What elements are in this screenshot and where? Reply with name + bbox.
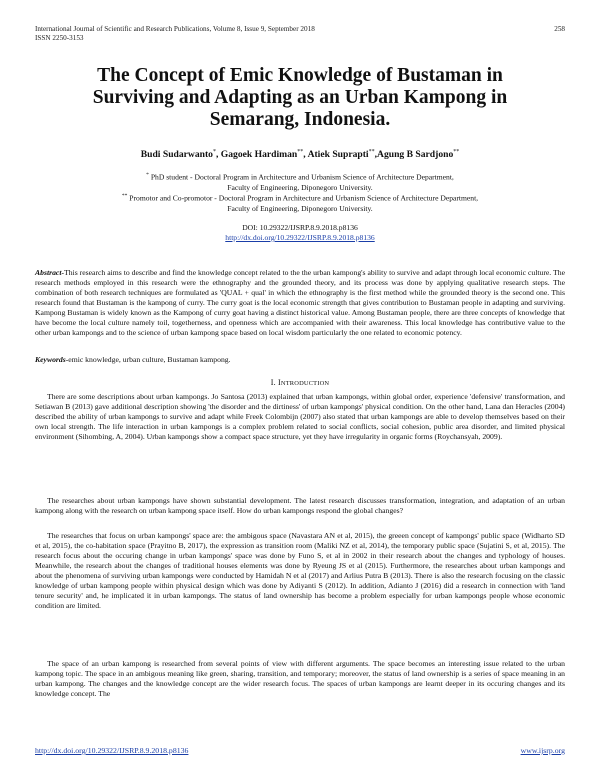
doi-label: DOI: 10.29322/IJSRP.8.9.2018.p8136 xyxy=(242,223,358,232)
issn: ISSN 2250-3153 xyxy=(35,34,84,42)
abstract xyxy=(35,268,565,338)
affiliation: * PhD student - Doctoral Program in Architecture and Urbanism Science of Architecture Department, Faculty of Engineering, Diponegoro University. xyxy=(146,172,454,192)
author-name: Agung B Sardjono xyxy=(377,149,454,161)
author-mark: ** xyxy=(453,149,460,155)
journal-name: International Journal of Scientific and Research Publications, Volume 8, Issue 9, September 2018 xyxy=(35,25,315,33)
page-number: 258 xyxy=(554,25,565,33)
paragraph: The space of an urban kampong is researched from several points of view with different arguments. The space becomes an interesting issue related to the urban kampong topic. The space in an ambigous meaning like green, sharing, transition, and temporary; moreover, the status of land ownership is a series of space meaning in an urban kampong. The changes and the knowledge concept are the wider research focus. The spaces of urban kampongs are learnt deeper in its occuring changes and its knowledge concept. The xyxy=(35,659,565,698)
paragraph: The researches about urban kampongs have shown substantial development. The latest research discusses transformation, integration, and adaptation of an urban kampong along with the research on urban kampong space itself. How do urban kampongs respond the global changes? xyxy=(35,496,565,515)
affiliation-mark: ** xyxy=(121,193,128,199)
footer-site-link[interactable]: www.ijsrp.org xyxy=(520,746,565,755)
doi-link[interactable]: http://dx.doi.org/10.29322/IJSRP.8.9.2018.p8136 xyxy=(225,233,375,242)
author-name: Gagoek Hardiman xyxy=(220,149,298,161)
paper-title: The Concept of Emic Knowledge of Bustaman in Surviving and Adapting as an Urban Kampong in Semarang, Indonesia. xyxy=(92,65,508,130)
affiliation-mark: * xyxy=(146,172,149,178)
doi-block xyxy=(60,223,540,243)
author-mark: ** xyxy=(368,149,375,155)
footer-doi-link[interactable]: http://dx.doi.org/10.29322/IJSRP.8.9.2018.p8136 xyxy=(35,746,189,755)
author-mark: * xyxy=(212,149,216,155)
author-name: Budi Sudarwanto xyxy=(140,149,213,161)
abstract-text: This research aims to describe and find the knowledge concept related to the the urban kampong's ability to survive and adapt through local economic culture. The research methods employed in this research were the ethnography and the grounded theory, and its process was done by applying qualitative research steps. The combination of both research techniques are formulated as 'QUAL + qual' in which the ethnography is the first method while the grounded theory is the second one. This research found that Bustaman is the kampong of curry. The curry goat is the local economic strength that gives contribution to Bustaman people in adapting and surviving. Kampong Bustaman is widely known as the Kampong of curry goat having a distinct historical value. Among Bustaman people, there are three concepts of knowledge that have become the local culture namely toil, togetherness, and openness which are accompanied with their awareness. This local knowledge has contributive value to the other urban kampongs and to the science of urban kampong space based on local wisdom particularly the one related to economic potency. xyxy=(35,268,565,337)
section-heading: I. INTRODUCTION xyxy=(270,378,330,387)
paragraph: The researches that focus on urban kampongs' space are: the ambigous space (Navastara AN et al, 2015), the greeen concept of kampongs' public space (Widharto SD et al, 2015), the co-habitation space (Prayitno B, 2017), the expression as transition room (Maliki NZ et al, 2014), the temporary public space (Sujatini S, et al, 2015). The research focus about the occuring change in urban kampongs' space was done by Funo S, et al in 2002 in their research about the changes and typhology of houses. Meanwhile, the research about the changes of traditional houses elements was done by Ryeung JS et al (2015). Furthermore, the researches about urban kampongs and about the phenomena of surviving urban kampongs were conducted by Hamidah N et al (2017) and Arlius Putra B (2013). There is also the research focusing on the classic knowledge of urban kampong people within physical design which was done by Adiyanti S (2012). In addition, Adianto J (2016) did a research in connection with 'land tenure security' and, he implicated it in urban kampongs. The status of land ownership has become a problem especially for urban kampongs people whose economic condition are limited. xyxy=(35,531,565,610)
journal-header xyxy=(35,25,315,43)
affiliation: ** Promotor and Co-promotor - Doctoral Program in Architecture and Urbanism Science of Architecture Department, Faculty of Engineering, Diponegoro University. xyxy=(121,193,479,213)
keywords-label: Keywords xyxy=(35,355,66,364)
keywords-text: -emic knowledge, urban culture, Bustaman kampong. xyxy=(65,355,231,364)
author-list: Budi Sudarwanto*, Gagoek Hardiman**, Atiek Suprapti**,Agung B Sardjono** xyxy=(140,149,460,161)
author-mark: ** xyxy=(297,149,304,155)
author-name: Atiek Suprapti xyxy=(307,149,369,161)
keywords xyxy=(35,355,565,365)
paragraph: There are some descriptions about urban kampongs. Jo Santosa (2013) explained that urban kampongs, within global order, experience 'defensive' transformation, and Setiawan B (2013) gave additional description showing 'the disorder and the dirtiness' of urban kampongs' physical condition. On the other hand, Lana dan Heracles (2004) described the ability of urban kampongs to survive and adapt while Freek Colombijn (2007) also stated that urban kampongs are able to develop themselves based on their own local strength. The life interaction in urban kampongs is a complex problem related to social conflicts, social cohesion, public area disorder, and limited physical environment (Sihombing, A, 2004). Urban kampongs show a compact space structure, yet they have irregularity in organic forms (Roychansyah, 2009). xyxy=(35,392,565,441)
abstract-label: Abstract- xyxy=(35,268,65,277)
